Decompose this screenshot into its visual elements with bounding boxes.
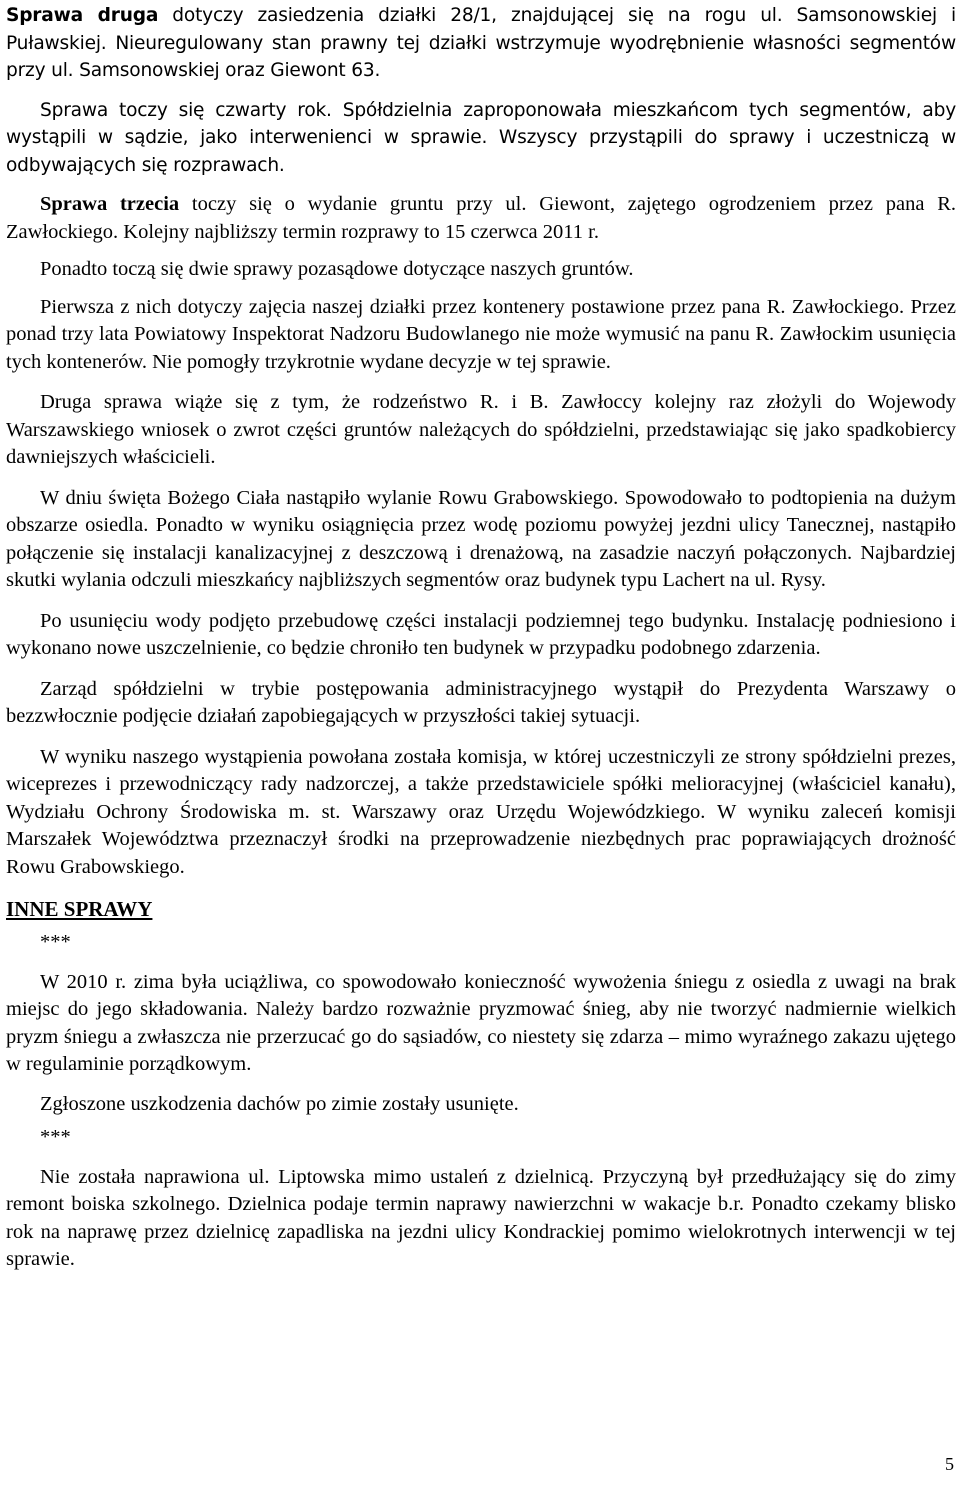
document-page bbox=[6, 0, 956, 1274]
paragraph-wylanie-rowu: W dniu święta Bożego Ciała nastąpiło wylanie Rowu Grabowskiego. Spowodowało to podtopienia na dużym obszarze osiedla. Ponadto w wyniku osiągnięcia przez wodę poziomu powyżej jezdni ulicy Tanecznej, nastąpiło połączenie się instalacji kanalizacyjnej z deszczową i drenażową, na zasadzie naczyń połączonych. Najbardziej skutki wylania odczuli mieszkańcy najbliższych segmentów oraz budynek typu Lachert na ul. Rysy. bbox=[6, 486, 956, 591]
paragraph-uszkodzenia-dachow: Zgłoszone uszkodzenia dachów po zimie zostały usunięte. bbox=[40, 1092, 519, 1115]
paragraph-sprawy-pozasadowe: Ponadto toczą się dwie sprawy pozasądowe dotyczące naszych gruntów. bbox=[40, 258, 634, 280]
paragraph-lead-bold: Sprawa trzecia bbox=[40, 193, 180, 215]
paragraph-lead-bold: Sprawa druga bbox=[6, 5, 159, 26]
paragraph-zima: W 2010 r. zima była uciążliwa, co spowodowało konieczność wywożenia śniegu z osiedla z uwagi na brak miejsc do jego składowania. Należy bardzo rozważnie pryzmować śnieg, aby nie tworzyć nadmiernie wielkich pryzm śniegu a zwłaszcza nie przerzucać go do sąsiadów, co niestety się zdarza – mimo wyraźnego zakazu ujętego w regulaminie porządkowym. bbox=[6, 970, 956, 1075]
section-heading-inne-sprawy: INNE SPRAWY bbox=[6, 897, 153, 921]
paragraph-komisja: W wyniku naszego wystąpienia powołana została komisja, w której uczestniczyli ze strony spółdzielni prezes, wiceprezes i przewodniczący rady nadzorczej, a także przedstawiciele spółki melioracyjnej (właściciel kanału), Wydziału Ochrony Środowiska m. st. Warszawy oraz Urzędu Wojewódzkiego. W wyniku zaleceń komisji Marszałek Województwa przeznaczył środki na przeprowadzenie niezbędnych prac poprawiających drożność Rowu Grabowskiego. bbox=[6, 745, 956, 878]
paragraph-liptowska: Nie została naprawiona ul. Liptowska mimo ustaleń z dzielnicą. Przyczyną był przedłużający się do zimy remont boiska szkolnego. Dzielnica podaje termin naprawy nawierzchni w wakacje b.r. Ponadto czekamy blisko rok na naprawę przez dzielnicę zapadliska na jezdni ulicy Kondrackiej pomimo wielokrotnych interwencji w tej sprawie. bbox=[6, 1165, 956, 1270]
paragraph-sprawa-czwarty-rok: Sprawa toczy się czwarty rok. Spółdzielnia zaproponowała mieszkańcom tych segmentów, aby wystąpili w sądzie, jako interwenienci w sprawie. Wszyscy przystąpili do sprawy i uczestniczą w odbywających się rozprawach. bbox=[6, 99, 956, 176]
page-number: 5 bbox=[945, 1454, 954, 1474]
paragraph-zarzad-wystapil: Zarząd spółdzielni w trybie postępowania administracyjnego wystąpił do Prezydenta Warszawy o bezzwłocznie podjęcie działań zapobiegających w przyszłości takiej sytuacji. bbox=[6, 677, 956, 727]
paragraph-sprawa-druga bbox=[6, 2, 956, 85]
section-separator-stars: *** bbox=[40, 931, 71, 953]
paragraph-text: dotyczy zasiedzenia działki 28/1, znajdującej się na rogu ul. Samsonowskiej i Puławskiej. Nieuregulowany stan prawny tej działki wstrzymuje wyodrębnienie własności segmentów przy ul. Samsonowskiej oraz Giewont 63. bbox=[6, 5, 957, 81]
section-separator-stars: *** bbox=[40, 1126, 71, 1148]
paragraph-przebudowa-instalacji: Po usunięciu wody podjęto przebudowę części instalacji podziemnej tego budynku. Instalację podniesiono i wykonano nowe uszczelnienie, co będzie chroniło ten budynek w przypadku podobnego zdarzenia. bbox=[6, 609, 956, 659]
paragraph-sprawa-trzecia bbox=[6, 191, 956, 246]
paragraph-wniosek-zwrot: Druga sprawa wiąże się z tym, że rodzeństwo R. i B. Zawłoccy kolejny raz złożyli do Wojewody Warszawskiego wniosek o zwrot części gruntów należących do spółdzielni, przedstawiając się jako spadkobiercy dawniejszych właścicieli. bbox=[6, 391, 956, 468]
paragraph-text: toczy się o wydanie gruntu przy ul. Giewont, zajętego ogrodzeniem przez pana R. Zawłockiego. Kolejny najbliższy termin rozprawy to 15 czerwca 2011 r. bbox=[6, 193, 957, 243]
paragraph-kontenery: Pierwsza z nich dotyczy zajęcia naszej działki przez kontenery postawione przez pana R. Zawłockiego. Przez ponad trzy lata Powiatowy Inspektorat Nadzoru Budowlanego nie może wymusić na panu R. Zawłockim usunięcia tych kontenerów. Nie pomogły trzykrotnie wydane decyzje w tej sprawie. bbox=[6, 295, 956, 373]
